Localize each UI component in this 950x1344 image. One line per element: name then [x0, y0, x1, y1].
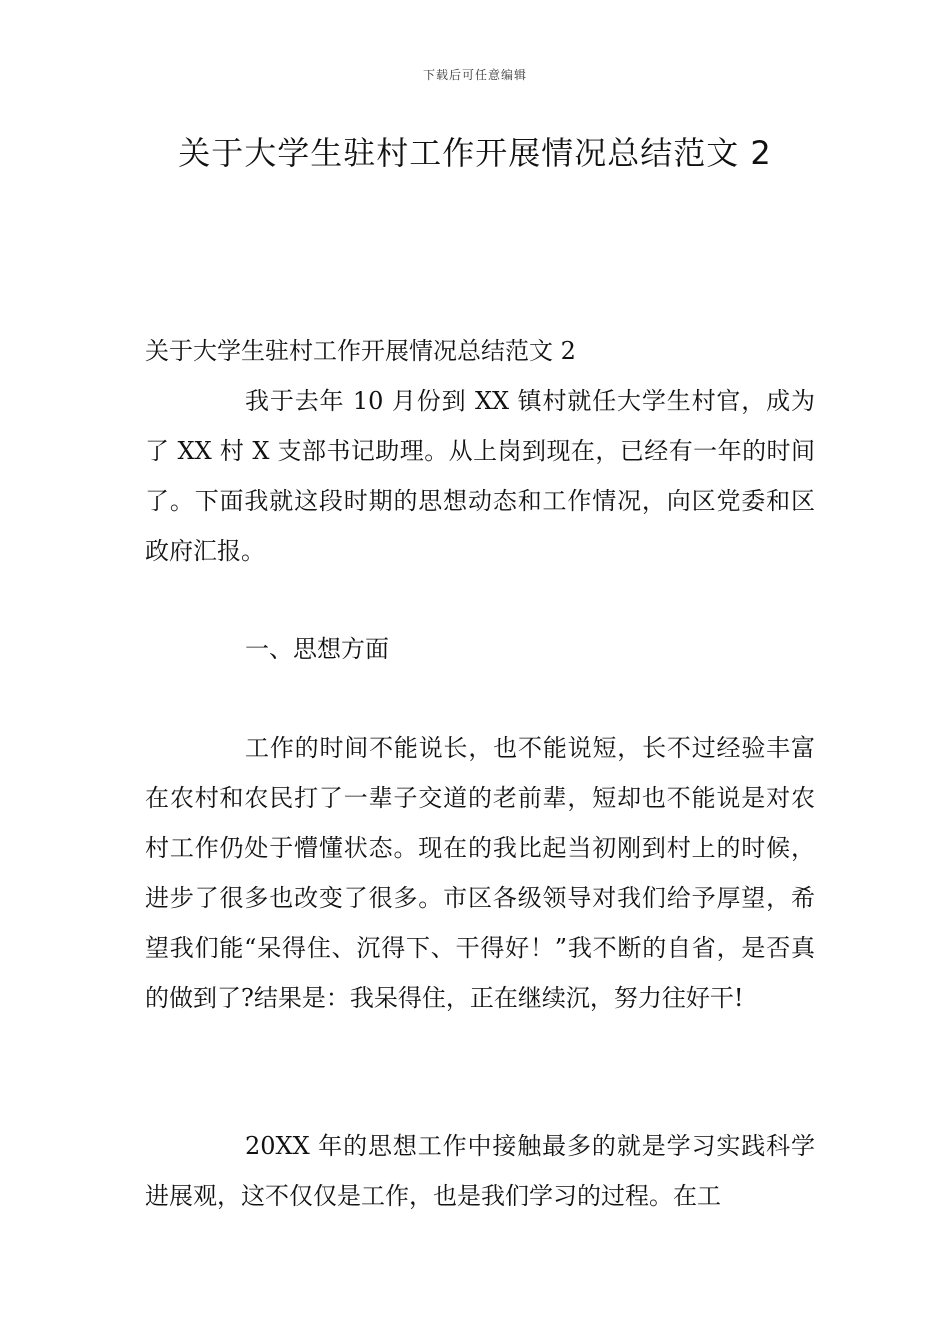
body-subtitle: 关于大学生驻村工作开展情况总结范文 2 [145, 337, 576, 365]
section-paragraph: 工作的时间不能说长，也不能说短，长不过经验丰富在农村和农民打了一辈子交道的老前辈，短却也不能说是对农村工作仍处于懵懂状态。现在的我比起当初刚到村上的时候，进步了很多也改变了很多。市区各级领导对我们给予厚望，希望我们能“呆得住、沉得下、干得好！”我不断的自省，是否真的做到了?结果是：我呆得住，正在继续沉，努力往好干! [145, 734, 815, 1012]
section-paragraph: 20XX 年的思想工作中接触最多的就是学习实践科学进展观，这不仅仅是工作，也是我们学习的过程。在工 [145, 1132, 815, 1210]
intro-paragraph: 我于去年 10 月份到 XX 镇村就任大学生村官，成为了 XX 村 X 支部书记助理。从上岗到现在，已经有一年的时间了。下面我就这段时期的思想动态和工作情况，向区党委和区政府汇报。 [145, 387, 815, 565]
section-heading: 一、思想方面 [245, 635, 389, 663]
header-note: 下载后可任意编辑 [422, 68, 527, 82]
document-title: 关于大学生驻村工作开展情况总结范文 2 [178, 134, 772, 172]
